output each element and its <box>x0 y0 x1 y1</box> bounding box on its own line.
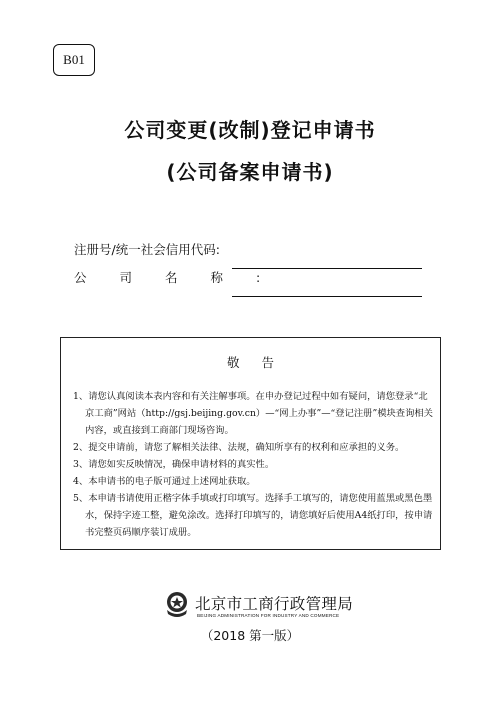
notice-item: 1、请您认真阅读本表内容和有关注解事项。在申办登记过程中如有疑问，请您登录“北京工商”网站（http://gsj.beijing.gov.cn）—“网上办事”—“登记注册”模块查询相关内容，或直接到工商部门现场咨询。 <box>73 391 433 436</box>
notice-list <box>73 388 433 541</box>
company-name-label: 公司名称: <box>74 270 294 285</box>
notice-heading: 敬告 <box>226 355 296 370</box>
registration-number-label: 注册号/统一社会信用代码: <box>74 242 220 257</box>
notice-item: 2、提交申请前，请您了解相关法律、法规，确知所享有的权利和应承担的义务。 <box>73 442 405 453</box>
notice-box <box>60 337 441 550</box>
form-title: 公司变更(改制)登记申请书 <box>124 118 376 142</box>
edition-label: （2018 第一版） <box>200 628 300 643</box>
emblem-icon <box>164 590 190 618</box>
registration-number-row <box>74 238 220 258</box>
agency-name-english: BEIJING ADMINISTRATION FOR INDUSTRY AND COMMERCE <box>197 613 340 618</box>
form-subtitle: (公司备案申请书) <box>166 160 334 184</box>
company-name-field[interactable] <box>232 282 422 297</box>
agency-name: 北京市工商行政管理局 <box>195 595 354 613</box>
form-code-badge: B01 <box>53 44 95 76</box>
notice-item: 3、请您如实反映情况，确保申请材料的真实性。 <box>73 459 275 470</box>
notice-item: 4、本申请书的电子版可通过上述网址获取。 <box>73 476 256 487</box>
notice-item: 5、本申请书请使用正楷字体手填或打印填写。选择手工填写的，请您使用蓝黑或黑色墨水，保持字迹工整，避免涂改。选择打印填写的，请您填好后使用A4纸打印，按申请书完整页码顺序装订成册。 <box>73 493 433 538</box>
